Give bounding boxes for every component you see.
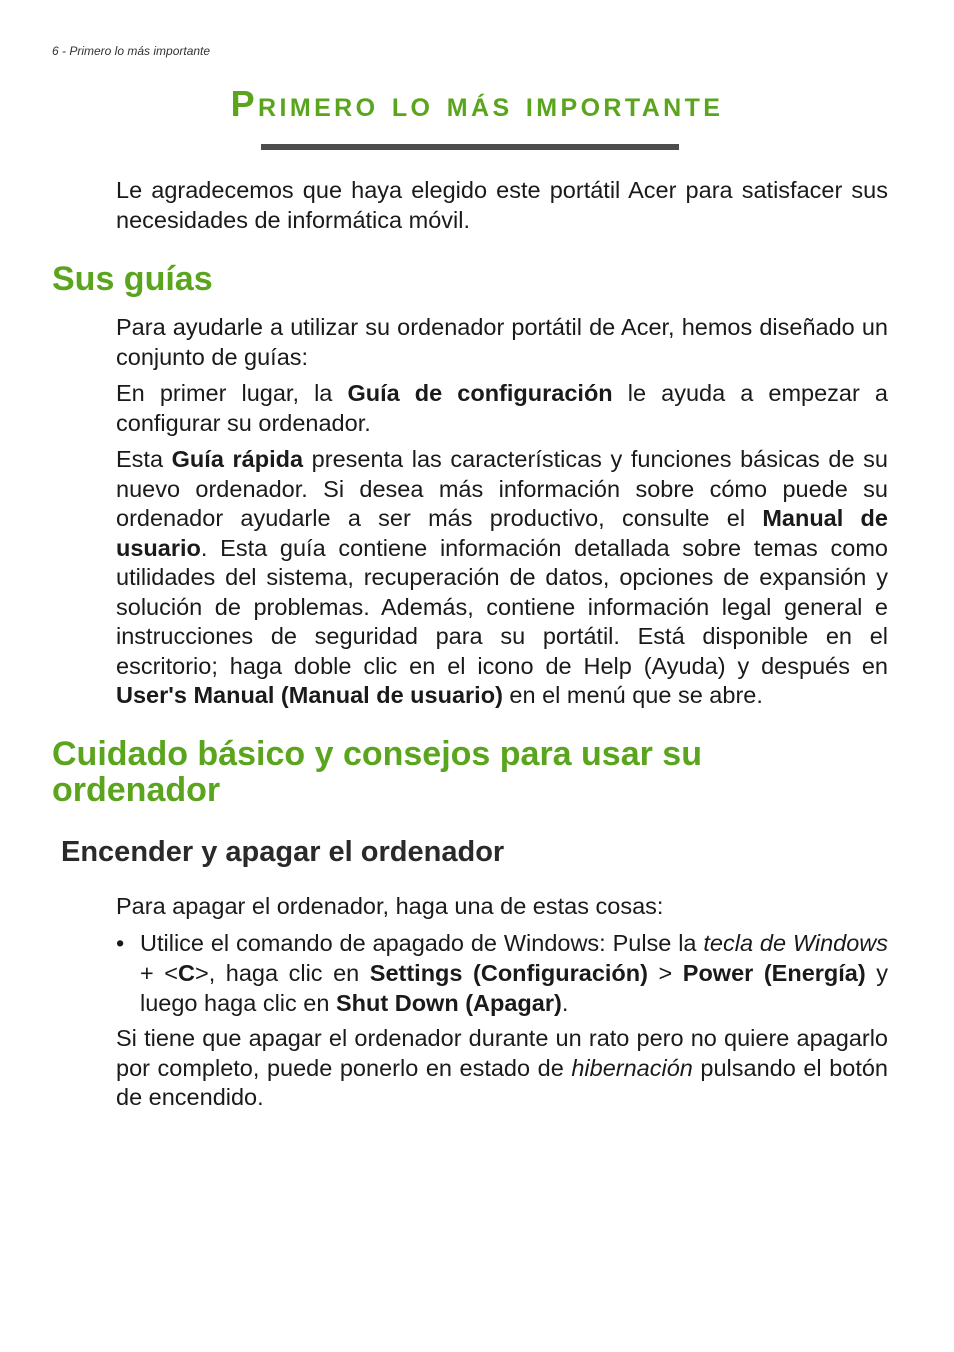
title-rule: [261, 144, 679, 150]
text-span: Utilice el comando de apagado de Windows: Pulse la: [140, 930, 704, 956]
section-heading-care: Cuidado básico y consejos para usar su ordenador: [52, 735, 702, 809]
bold-key-c: C: [178, 960, 195, 986]
bold-setup-guide: Guía de configuración: [347, 380, 613, 406]
bullet-dot: •: [116, 930, 125, 956]
text-span: Si tiene que apagar el ordenador durante un rato pero no quiere apagarlo por completo, puede ponerlo en estado de: [116, 1025, 888, 1081]
text-span: pulsando el botón de encendido.: [116, 1054, 888, 1110]
text-span: Esta: [116, 446, 172, 472]
power-paragraph-1: Para apagar el ordenador, haga una de estas cosas:: [116, 893, 664, 919]
bold-quick-guide: Guía rápida: [171, 446, 304, 472]
section-heading-guides: Sus guías: [52, 260, 213, 298]
text-span: presenta las características y funciones básicas de su nuevo ordenador. Si desea más información sobre cómo puede su ordenador ayudarle a ser más productivo, consulte el: [116, 446, 888, 531]
text-span: y luego haga clic en: [140, 960, 888, 1016]
bold-settings: Settings (Configuración): [369, 960, 648, 986]
bold-user-manual: Manual de usuario: [116, 505, 888, 561]
intro-paragraph: Le agradecemos que haya elegido este portátil Acer para satisfacer sus necesidades de informática móvil.: [116, 177, 888, 233]
subsection-heading-power: Encender y apagar el ordenador: [61, 836, 505, 868]
guides-paragraph-2: [116, 379, 888, 438]
text-span: le ayuda a empezar a configurar su ordenador.: [116, 380, 888, 436]
text-span: . Esta guía contiene información detallada sobre temas como utilidades del sistema, recuperación de datos, opciones de expansión y solución de problemas. Además, contiene información legal general e instrucciones de seguridad para su portátil. Está disponible en el escritorio; haga doble clic en el icono de Help (Ayuda) y después en: [116, 534, 888, 679]
bold-users-manual: User's Manual (Manual de usuario): [116, 682, 503, 708]
text-span: >, haga clic en: [194, 960, 370, 986]
guides-paragraph-3: [116, 445, 888, 711]
bullet-text: [140, 928, 888, 1018]
bullet-list-item: [116, 928, 888, 1018]
text-span: en el menú que se abre.: [502, 682, 763, 708]
bold-shut-down: Shut Down (Apagar): [335, 990, 562, 1016]
text-span: En primer lugar, la: [116, 380, 348, 406]
text-span: >: [647, 960, 683, 986]
italic-windows-key: tecla de Windows: [703, 930, 888, 956]
italic-hibernation: hibernación: [571, 1054, 693, 1081]
bold-power: Power (Energía): [682, 960, 866, 986]
chapter-title: Primero lo más importante: [230, 83, 724, 124]
guides-paragraph-1: Para ayudarle a utilizar su ordenador portátil de Acer, hemos diseñado un conjunto de guías:: [116, 314, 888, 370]
power-paragraph-2: [116, 1024, 888, 1113]
running-head: 6 - Primero lo más importante: [52, 44, 211, 58]
text-span: + <: [140, 960, 178, 986]
text-span: .: [561, 990, 569, 1016]
